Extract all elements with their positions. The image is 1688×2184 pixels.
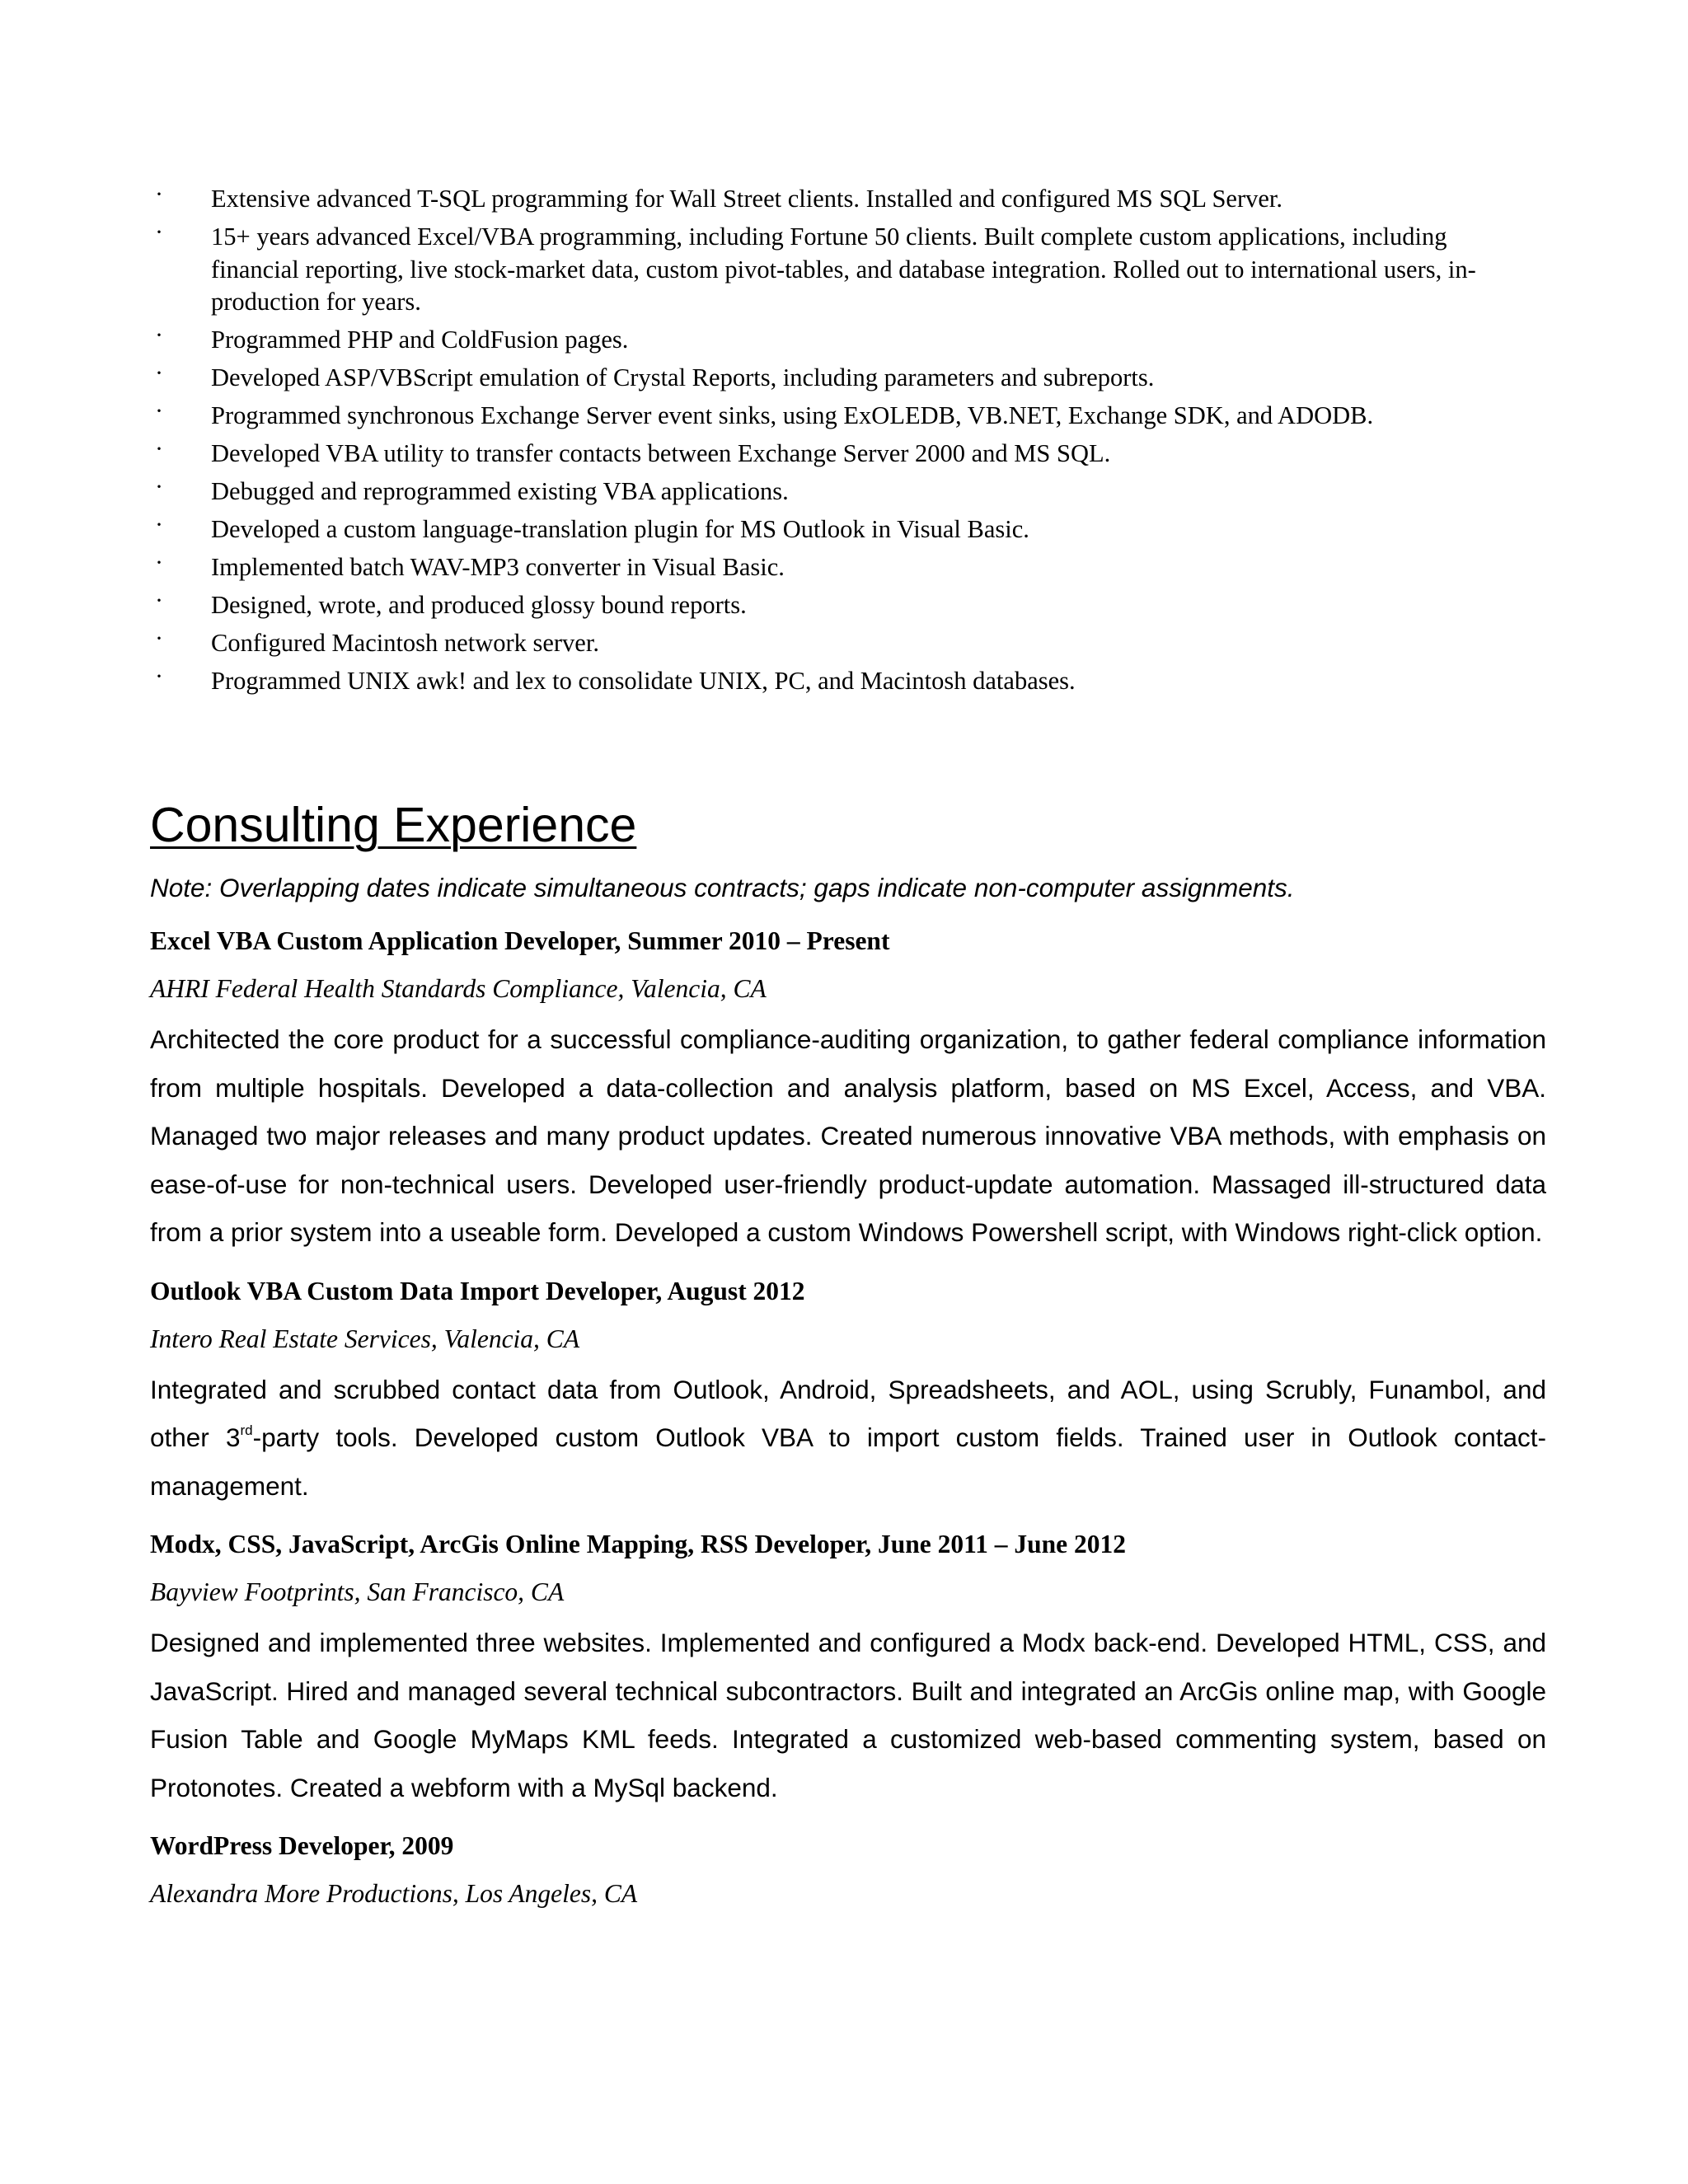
job-description [150,1366,1546,1511]
bullet-text: Programmed synchronous Exchange Server event sinks, using ExOLEDB, VB.NET, Exchange SDK, and ADODB. [211,401,1374,429]
bullet-text: Programmed UNIX awk! and lex to consolidate UNIX, PC, and Macintosh databases. [211,667,1076,695]
job-description-part: -party tools. Developed custom Outlook VBA to import custom fields. Trained user in Outlook contact-management. [150,1422,1546,1501]
bullet-text: Programmed PHP and ColdFusion pages. [211,326,629,354]
bullet-text: Configured Macintosh network server. [211,629,599,657]
section-heading: Consulting Experience [150,798,637,852]
bullet-icon: · [155,321,163,349]
bullet-icon: · [155,511,163,538]
list-item [150,589,1551,622]
bullet-icon: · [155,549,163,576]
bullet-text: 15+ years advanced Excel/VBA programming, including Fortune 50 clients. Built complete custom applications, including financial reporting, live stock-market data, custom pivot-tables, and database integration. Rolled out to international users, in-production for years. [211,223,1476,316]
list-item [150,435,1551,471]
job-title: Outlook VBA Custom Data Import Developer, August 2012 [150,1276,805,1305]
job-title: Modx, CSS, JavaScript, ArcGis Online Mapping, RSS Developer, June 2011 – June 2012 [150,1530,1127,1558]
job-title: WordPress Developer, 2009 [150,1831,454,1860]
job-entry [150,1275,1546,1511]
bullet-text: Developed ASP/VBScript emulation of Crystal Reports, including parameters and subreports. [211,363,1155,391]
bullet-icon: · [155,180,163,208]
bullet-icon: · [155,359,163,387]
job-list [150,925,1546,1929]
job-organization: Intero Real Estate Services, Valencia, CA [150,1324,580,1353]
bullet-text: Developed a custom language-translation plugin for MS Outlook in Visual Basic. [211,515,1029,543]
job-entry [150,1528,1546,1811]
list-item [150,513,1551,546]
job-description-part: Integrated and scrubbed contact data from Outlook, Android, Spreadsheets, and AOL, using Scrubly, Funambol, and other 3 [150,1374,1546,1452]
bullet-icon: · [155,218,163,246]
bullet-icon: · [155,397,163,424]
job-description: Architected the core product for a successful compliance-auditing organization, to gather federal compliance information from multiple hospitals. Developed a data-collection and analysis platform, based on MS Excel, Access, and VBA. Managed two major releases and many product updates. Created numerous innovative VBA methods, with emphasis on ease-of-use for non-technical users. Developed user-friendly product-update automation. Massaged ill-structured data from a prior system into a useable form. Developed a custom Windows Powershell script, with Windows right-click option. [150,1024,1546,1247]
list-item [150,665,1551,698]
bullet-text: Implemented batch WAV-MP3 converter in Visual Basic. [211,553,785,581]
list-item [150,627,1551,660]
job-organization: AHRI Federal Health Standards Compliance, Valencia, CA [150,974,767,1003]
list-item [150,180,1551,216]
bullet-text: Designed, wrote, and produced glossy bound reports. [211,591,747,619]
bullet-icon: · [155,435,163,462]
list-item [150,473,1551,509]
job-title: Excel VBA Custom Application Developer, Summer 2010 – Present [150,926,890,955]
bullet-icon: · [155,587,163,614]
list-item [150,397,1551,433]
section-note: Note: Overlapping dates indicate simultaneous contracts; gaps indicate non-computer assignments. [150,873,1295,902]
job-organization: Bayview Footprints, San Francisco, CA [150,1577,565,1606]
list-item [150,359,1551,395]
bullet-text: Developed VBA utility to transfer contacts between Exchange Server 2000 and MS SQL. [211,439,1111,467]
list-item [150,321,1551,357]
bullet-icon: · [155,473,163,500]
job-description: Designed and implemented three websites. Implemented and configured a Modx back-end. Developed HTML, CSS, and JavaScript. Hired and managed several technical subcontractors. Built and integrated an ArcGis online map, with Google Fusion Table and Google MyMaps KML feeds. Integrated a customized web-based commenting system, based on Protonotes. Created a webform with a MySql backend. [150,1628,1546,1802]
list-item [150,218,1551,319]
list-item [150,551,1551,584]
bullet-icon: · [155,663,163,690]
job-entry [150,1830,1546,1910]
job-organization: Alexandra More Productions, Los Angeles, CA [150,1879,638,1908]
ordinal-suffix: rd [240,1422,253,1438]
skills-bullet-list [150,180,1551,703]
job-entry [150,925,1546,1257]
bullet-text: Debugged and reprogrammed existing VBA applications. [211,477,789,505]
bullet-icon: · [155,625,163,652]
bullet-text: Extensive advanced T-SQL programming for Wall Street clients. Installed and configured MS SQL Server. [211,185,1283,213]
